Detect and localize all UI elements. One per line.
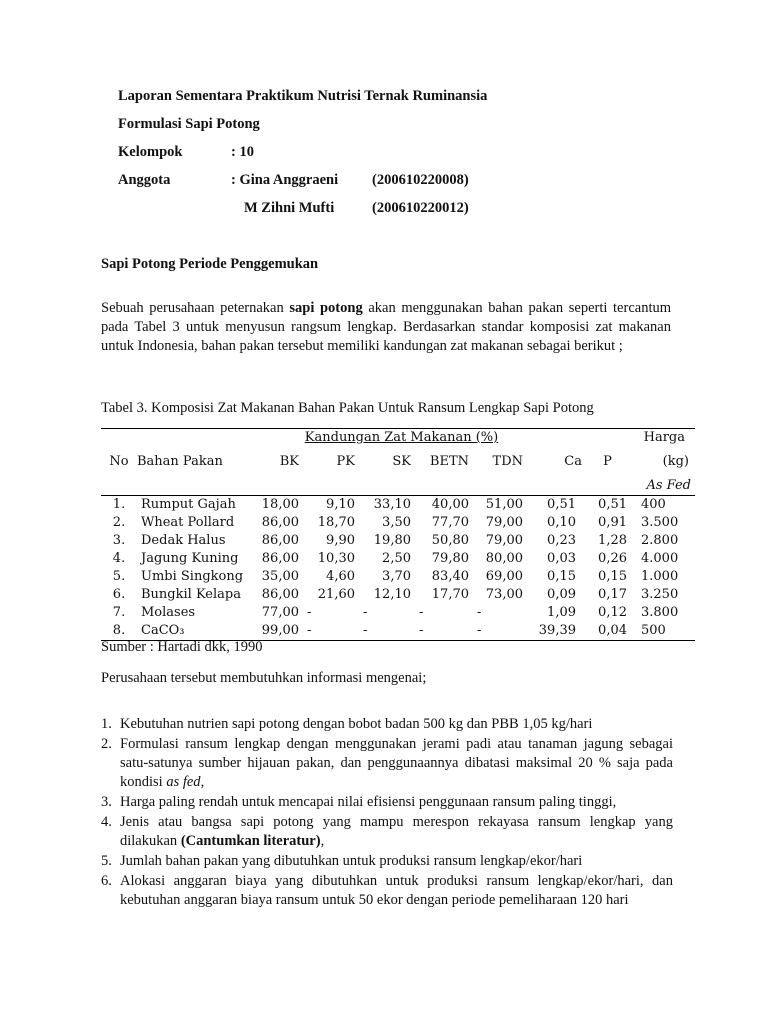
table-cell: 0,15	[547, 569, 576, 584]
table-cell: 9,10	[326, 497, 355, 512]
list-text: Alokasi anggaran biaya yang dibutuhkan untuk produksi ransum lengkap/ekor/hari, dan kebutuhan anggaran biaya ransum untuk 50 ekor dengan periode pemeliharaan 120 hari	[120, 873, 673, 908]
table-cell: 19,80	[373, 533, 411, 548]
table-cell: -	[363, 623, 368, 638]
table-source: Sumber : Hartadi dkk, 1990	[101, 639, 263, 655]
table-cell: 39,39	[538, 623, 576, 638]
table-row	[101, 532, 695, 550]
column-header: SK	[392, 454, 411, 469]
table-cell: 79,80	[431, 551, 469, 566]
column-header: Ca	[564, 454, 582, 469]
table-cell: 3.	[112, 533, 126, 548]
table-cell: 2,50	[382, 551, 411, 566]
table-cell: 1,09	[547, 605, 576, 620]
table-cell: 77,70	[431, 515, 469, 530]
table-cell: 79,00	[485, 533, 523, 548]
table-cell: 7.	[112, 605, 126, 620]
table-cell: -	[419, 623, 424, 638]
list-number: 3.	[101, 794, 112, 810]
intro-text: akan menggunakan bahan pakan seperti tercantum pada Tabel 3 untuk menyusun rangsum lengkap. Berdasarkan standar komposisi zat makanan untuk Indonesia, bahan pakan tersebut memiliki kandungan zat makanan sebagai berikut ;	[101, 300, 671, 354]
table-cell: 4.000	[641, 551, 679, 566]
table-cell: Rumput Gajah	[141, 497, 236, 512]
table-cell: 0,12	[598, 605, 627, 620]
anggota-label: Anggota	[118, 172, 171, 188]
table-cell: Wheat Pollard	[141, 515, 235, 530]
table-cell: -	[307, 605, 312, 620]
table-cell: 80,00	[485, 551, 523, 566]
column-header: PK	[336, 454, 355, 469]
table-cell: Jagung Kuning	[141, 551, 239, 566]
member-name: M Zihni Mufti	[244, 200, 335, 216]
column-header: (kg)	[662, 454, 689, 469]
table-cell: 0,03	[547, 551, 576, 566]
table-cell: 1.	[112, 497, 126, 512]
table-cell: Umbi Singkong	[141, 569, 244, 584]
table-header-row	[101, 447, 695, 477]
table-cell: 0,51	[547, 497, 576, 512]
table-cell: 99,00	[261, 623, 299, 638]
table-cell: -	[477, 605, 482, 620]
member-name: : Gina Anggraeni	[231, 172, 339, 188]
table-cell: 86,00	[261, 515, 299, 530]
table-cell: 2.	[112, 515, 126, 530]
table-cell: 3.250	[641, 587, 679, 602]
list-text: Harga paling rendah untuk mencapai nilai efisiensi penggunaan ransum paling tinggi,	[120, 794, 617, 810]
needs-intro: Perusahaan tersebut membutuhkan informasi mengenai;	[101, 670, 427, 686]
table-caption: Tabel 3. Komposisi Zat Makanan Bahan Pakan Untuk Ransum Lengkap Sapi Potong	[101, 400, 594, 416]
list-item	[101, 813, 673, 851]
table-cell: 9,90	[326, 533, 355, 548]
table-cell: -	[307, 623, 312, 638]
as-fed-label: As Fed	[646, 478, 691, 493]
table-row	[101, 604, 695, 622]
table-cell: 0,15	[598, 569, 627, 584]
list-text: Formulasi ransum lengkap dengan menggunakan jerami padi atau tanaman jagung sebagai satu-satunya sumber hijauan pakan, dan penggunaannya dibatasi maksimal 20 % saja pada kondisi	[120, 736, 673, 790]
table-cell: 50,80	[431, 533, 469, 548]
table-cell: 6.	[112, 587, 126, 602]
table-cell: 10,30	[317, 551, 355, 566]
table-cell: 3,50	[382, 515, 411, 530]
member-nim: (200610220012)	[372, 200, 469, 216]
table-cell: 86,00	[261, 533, 299, 548]
harga-header: Harga	[643, 430, 685, 445]
table-cell: -	[363, 605, 368, 620]
needs-list	[101, 715, 673, 911]
intro-bold: sapi potong	[289, 300, 363, 316]
table-cell: 12,10	[373, 587, 411, 602]
table-row	[101, 550, 695, 568]
table-cell: 0,26	[598, 551, 627, 566]
column-header: BETN	[429, 454, 469, 469]
table-header-row	[101, 429, 695, 448]
column-header: No	[109, 454, 129, 469]
table-cell: 3,70	[382, 569, 411, 584]
section-title: Sapi Potong Periode Penggemukan	[101, 256, 319, 272]
table-cell: -	[477, 623, 482, 638]
list-text: Jenis atau bangsa sapi potong yang mampu merespon rekayasa ransum lengkap yang dilakukan	[120, 814, 673, 849]
table-cell: 0,91	[598, 515, 627, 530]
kelompok-label: Kelompok	[118, 144, 183, 160]
table-cell: 18,00	[261, 497, 299, 512]
table-cell: 1.000	[641, 569, 679, 584]
table-cell: 2.800	[641, 533, 679, 548]
table-cell: 35,00	[261, 569, 299, 584]
table-cell: 0,51	[598, 497, 627, 512]
intro-paragraph	[101, 299, 671, 356]
list-item	[101, 735, 673, 792]
table-cell: 4,60	[326, 569, 355, 584]
list-number: 4.	[101, 814, 112, 830]
table-cell: 400	[641, 497, 666, 512]
table-cell: 3.500	[641, 515, 679, 530]
table-cell: 0,09	[547, 587, 576, 602]
table-cell: 77,00	[261, 605, 299, 620]
intro-text: Sebuah perusahaan peternakan	[101, 300, 290, 316]
list-item	[101, 715, 673, 734]
list-tail: ,	[320, 833, 325, 849]
column-header: Bahan Pakan	[137, 454, 223, 469]
list-number: 1.	[101, 716, 112, 732]
table-cell: 18,70	[317, 515, 355, 530]
table-cell: 33,10	[373, 497, 411, 512]
table-cell: 0,04	[598, 623, 627, 638]
group-header-cell	[249, 429, 582, 448]
list-italic: as fed	[166, 774, 201, 790]
table-cell: 4.	[112, 551, 126, 566]
table-cell: 73,00	[485, 587, 523, 602]
composition-table	[101, 428, 695, 641]
table-cell: Dedak Halus	[141, 533, 226, 548]
table-cell: 40,00	[431, 497, 469, 512]
table-row	[101, 514, 695, 532]
list-bold: (Cantumkan literatur)	[180, 833, 321, 849]
table-row	[101, 568, 695, 586]
table-cell: 86,00	[261, 587, 299, 602]
table-row	[101, 586, 695, 604]
column-header: BK	[279, 454, 299, 469]
column-header: TDN	[492, 454, 523, 469]
list-number: 6.	[101, 873, 112, 889]
table-cell: 79,00	[485, 515, 523, 530]
table-cell: 17,70	[431, 587, 469, 602]
table-cell: 8.	[112, 623, 126, 638]
group-header: Kandungan Zat Makanan (%)	[304, 430, 499, 445]
table-cell: CaCO₃	[141, 623, 185, 638]
list-number: 5.	[101, 853, 112, 869]
table-cell: 21,60	[317, 587, 355, 602]
list-text: Kebutuhan nutrien sapi potong dengan bobot badan 500 kg dan PBB 1,05 kg/hari	[120, 716, 593, 732]
table-cell: Molases	[141, 605, 196, 620]
table-cell: -	[419, 605, 424, 620]
list-item	[101, 793, 673, 812]
table-header-row	[101, 477, 695, 496]
table-cell: 5.	[112, 569, 126, 584]
table-cell: 83,40	[431, 569, 469, 584]
list-text: Jumlah bahan pakan yang dibutuhkan untuk produksi ransum lengkap/ekor/hari	[120, 853, 583, 869]
report-title: Laporan Sementara Praktikum Nutrisi Ternak Ruminansia	[118, 88, 488, 104]
table-cell: 500	[641, 623, 666, 638]
table-cell: 0,23	[547, 533, 576, 548]
list-item	[101, 872, 673, 910]
list-number: 2.	[101, 736, 112, 752]
report-subtitle: Formulasi Sapi Potong	[118, 116, 260, 132]
table-cell: 51,00	[485, 497, 523, 512]
table-row	[101, 622, 695, 641]
table-cell: Bungkil Kelapa	[141, 587, 241, 602]
list-item	[101, 852, 673, 871]
table-cell: 3.800	[641, 605, 679, 620]
member-nim: (200610220008)	[372, 172, 469, 188]
table-cell: 0,10	[547, 515, 576, 530]
table-cell: 69,00	[485, 569, 523, 584]
table-cell: 1,28	[598, 533, 627, 548]
table-row	[101, 496, 695, 515]
table-cell: 86,00	[261, 551, 299, 566]
kelompok-value: : 10	[231, 144, 254, 160]
column-header: P	[603, 454, 612, 469]
table-cell: 0,17	[598, 587, 627, 602]
list-tail: ,	[200, 774, 205, 790]
